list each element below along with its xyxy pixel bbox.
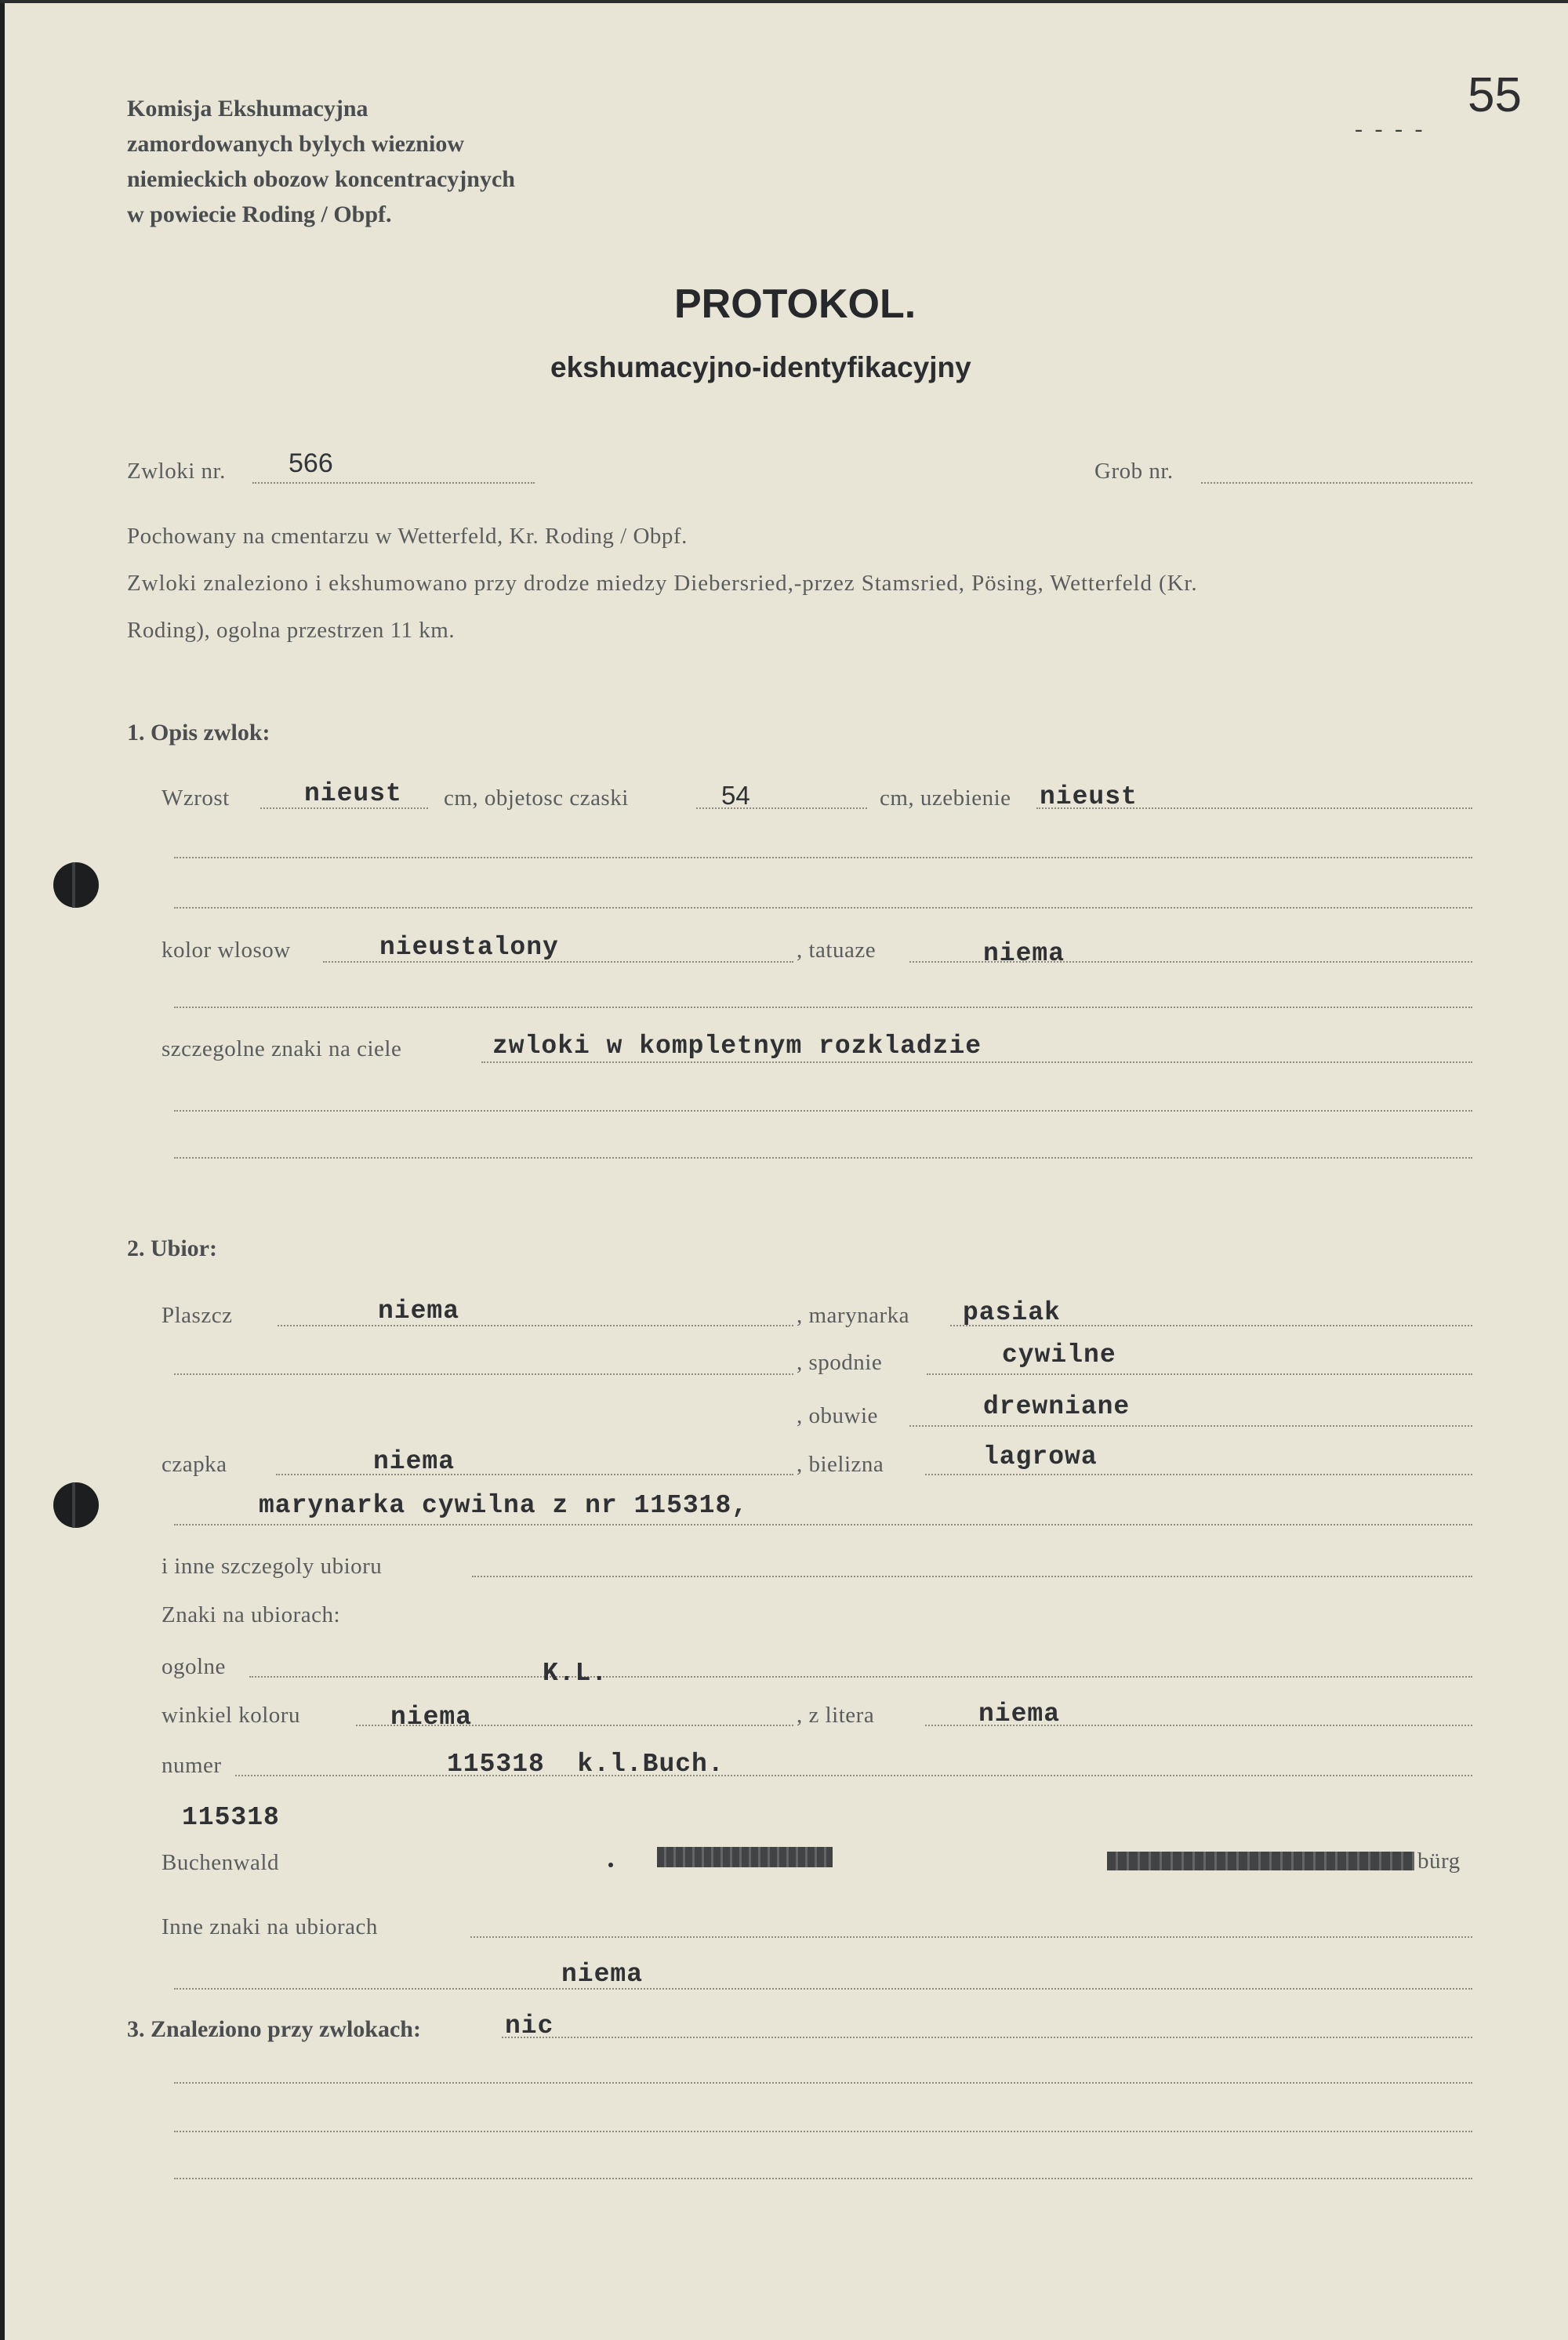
znaki-blank-line-1 (174, 1110, 1472, 1112)
numer-value: 115318 k.l.Buch. (447, 1750, 724, 1779)
bielizna-value: lagrowa (983, 1442, 1098, 1471)
page-top-edge (0, 0, 1568, 3)
inne-szczegoly-label: i inne szczegoly ubioru (162, 1554, 383, 1579)
header-line-2: zamordowanych bylych wiezniow (127, 131, 464, 157)
plaszcz-value: niema (378, 1297, 460, 1326)
inne-szczegoly-dotline (472, 1576, 1472, 1577)
znaleziono-line-1: Zwloki znaleziono i ekshumowano przy drodze miedzy Diebersried,-przez Stamsried, Pösing, Wetterfeld (Kr. (127, 571, 1198, 596)
section-1-title: 1. Opis zwlok: (127, 720, 270, 746)
tatuaze-label: , tatuaze (797, 938, 877, 963)
szczegolne-znaki-dotline (481, 1061, 1472, 1063)
bielizna-dotline (925, 1474, 1472, 1475)
czapka-value: niema (373, 1447, 456, 1476)
grob-dotline (1201, 482, 1472, 484)
szczegolne-znaki-value: zwloki w kompletnym rozkladzie (492, 1032, 982, 1061)
page-edge-shadow (0, 0, 5, 2340)
plaszcz-label: Plaszcz (162, 1303, 233, 1328)
litera-label: , z litera (797, 1703, 875, 1728)
znaleziono-line-2: Roding), ogolna przestrzen 11 km. (127, 618, 456, 643)
struck-field-right (1107, 1852, 1414, 1870)
uzebienie-label: cm, uzebienie (880, 785, 1011, 811)
spodnie-label: , spodnie (797, 1350, 883, 1375)
litera-value: niema (978, 1700, 1061, 1729)
document-subtitle: ekshumacyjno-identyfikacyjny (550, 351, 971, 383)
section-3-blank-line-3 (174, 2178, 1472, 2179)
pochowany-text: Pochowany na cmentarzu w Wetterfeld, Kr. Roding / Obpf. (127, 524, 688, 549)
kolor-label: kolor wlosow (162, 938, 291, 963)
obuwie-value: drewniane (983, 1392, 1131, 1421)
czaska-value: 54 (721, 781, 750, 810)
section-2-title: 2. Ubior: (127, 1235, 217, 1261)
ogolne-label: ogolne (162, 1654, 226, 1679)
document-title: PROTOKOL. (674, 281, 916, 327)
marynarka-label: , marynarka (797, 1303, 909, 1328)
ogolne-dotline (249, 1676, 1472, 1678)
ubior-extra-dotline (174, 1524, 1472, 1526)
ogolne-value: K.L. (543, 1659, 608, 1688)
section-3-dotline (502, 2037, 1472, 2038)
plaszcz-dotline (278, 1325, 793, 1326)
zwloki-value: 566 (289, 448, 333, 478)
ubior-extra-line: marynarka cywilna z nr 115318, (259, 1491, 749, 1520)
uzebienie-value: nieust (1040, 782, 1138, 811)
inne-znaki-blank-line (174, 1988, 1472, 1990)
opis-blank-line-2 (174, 907, 1472, 909)
numer-dotline (235, 1775, 1472, 1776)
kolor-value: nieustalony (379, 933, 559, 962)
czapka-label: czapka (162, 1452, 227, 1477)
inne-znaki-label: Inne znaki na ubiorach (162, 1914, 378, 1939)
section-3-blank-line-1 (174, 2082, 1472, 2084)
section-3-blank-line-2 (174, 2131, 1472, 2132)
obuwie-dotline (909, 1425, 1472, 1427)
punch-hole-bottom (53, 1482, 99, 1528)
kolor-blank-line (174, 1007, 1472, 1008)
marynarka-value: pasiak (963, 1298, 1061, 1327)
flossenburg-ending: bürg (1417, 1848, 1461, 1874)
wzrost-label: Wzrost (162, 785, 230, 811)
header-line-1: Komisja Ekshumacyjna (127, 96, 368, 122)
inne-znaki-dotline (470, 1936, 1472, 1938)
header-line-3: niemieckich obozow koncentracyjnych (127, 166, 515, 192)
punch-hole-top (53, 862, 99, 908)
winkiel-label: winkiel koloru (162, 1703, 300, 1728)
spodnie-left-dotline (174, 1373, 793, 1375)
bielizna-label: , bielizna (797, 1452, 884, 1477)
czaska-label: cm, objetosc czaski (444, 785, 629, 811)
spodnie-dotline (927, 1373, 1472, 1375)
znaki-na-ubiorach-label: Znaki na ubiorach: (162, 1602, 341, 1627)
spodnie-value: cywilne (1002, 1341, 1116, 1370)
szczegolne-znaki-label: szczegolne znaki na ciele (162, 1036, 402, 1061)
struck-field-middle (657, 1847, 833, 1867)
obuwie-label: , obuwie (797, 1403, 878, 1428)
buchenwald-label: Buchenwald (162, 1850, 279, 1875)
inne-znaki-value: niema (561, 1960, 644, 1989)
zwloki-label: Zwloki nr. (127, 459, 226, 484)
section-3-value: nic (505, 2012, 554, 2041)
tatuaze-value: niema (983, 939, 1065, 968)
czapka-dotline (276, 1474, 793, 1475)
zwloki-dotline (252, 482, 535, 484)
znaki-blank-line-2 (174, 1157, 1472, 1159)
page-dash-mark: - - - - (1355, 116, 1426, 142)
wzrost-value: nieust (304, 779, 402, 808)
numer-label: numer (162, 1753, 222, 1778)
grob-label: Grob nr. (1094, 459, 1174, 484)
opis-blank-line-1 (174, 857, 1472, 858)
comma-mark (608, 1863, 613, 1867)
page-number: 55 (1468, 68, 1522, 122)
header-line-4: w powiecie Roding / Obpf. (127, 201, 392, 227)
section-3-title: 3. Znaleziono przy zwlokach: (127, 2016, 421, 2042)
winkiel-value: niema (390, 1703, 473, 1732)
number-above-buchenwald: 115318 (182, 1803, 280, 1832)
